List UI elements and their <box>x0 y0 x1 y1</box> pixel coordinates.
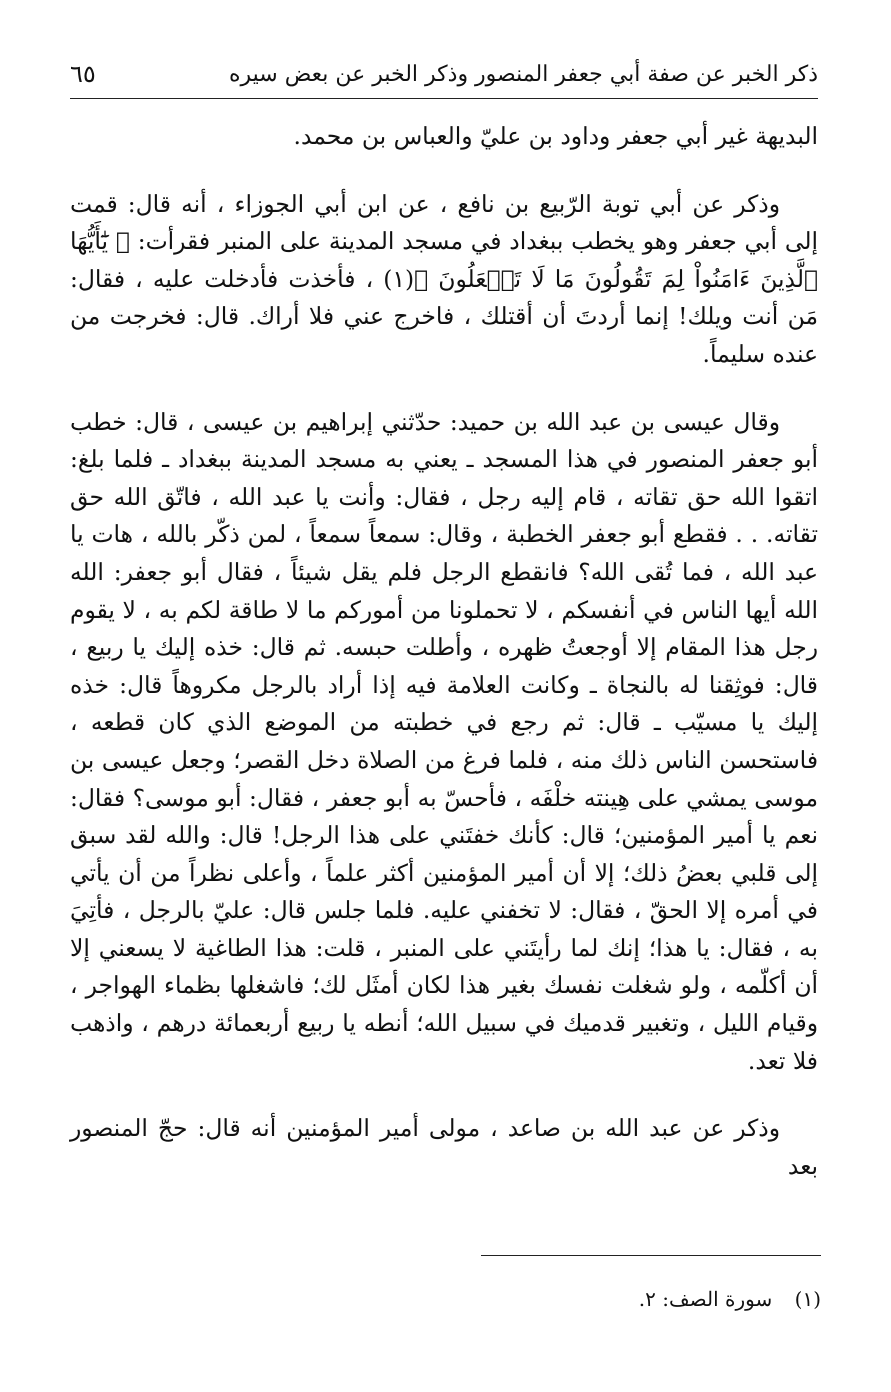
paragraph: وذكر عن أبي توبة الرّبيع بن نافع ، عن ابن أبي الجوزاء ، أنه قال: قمت إلى أبي جعفر وهو يخطب ببغداد في مسجد المدينة على المنبر فقرأت: ﴿ يَٰٓأَيُّهَا ٱلَّذِينَ ءَامَنُواْ لِمَ تَقُولُونَ مَا لَا تَفۡعَلُونَ ﴾(١) ، فأخذت فأدخلت عليه ، فقال: مَن أنت ويلك! إنما أردتَ أن أقتلك ، فاخرج عني فلا أراك. قال: فخرجت من عنده سليماً. <box>70 189 818 368</box>
body-text <box>70 118 818 1185</box>
paragraph-continuation: البديهة غير أبي جعفر وداود بن عليّ والعباس بن محمد. <box>293 122 818 150</box>
paragraph: وقال عيسى بن عبد الله بن حميد: حدّثني إبراهيم بن عيسى ، قال: خطب أبو جعفر المنصور في هذا المسجد ـ يعني به مسجد المدينة ببغداد ـ فلما بلغ: اتقوا الله حق تقاته ، قام إليه رجل ، فقال: وأنت يا عبد الله ، فاتّق الله حق تقاته. . . فقطع أبو جعفر الخطبة ، وقال: سمعاً سمعاً ، لمن ذكّر بالله ، هات يا عبد الله ، فما تُقى الله؟ فانقطع الرجل فلم يقل شيئاً ، فقال أبو جعفر: الله الله أيها الناس في أنفسكم ، لا تحملونا من أموركم ما لا طاقة لكم به ، لا يقوم رجل هذا المقام إلا أوجعتُ ظهره ، وأطلت حبسه. ثم قال: خذه إليك يا ربيع ، قال: فوثِقنا له بالنجاة ـ وكانت العلامة فيه إذا أراد بالرجل مكروهاً قال: خذه إليك يا مسيّب ـ قال: ثم رجع في خطبته من الموضع الذي كان قطعه ، فاستحسن الناس ذلك منه ، فلما فرغ من الصلاة دخل القصر؛ وجعل عيسى بن موسى يمشي على هِينته خلْفَه ، فأحسّ به أبو جعفر ، فقال: أبو موسى؟ فقال: نعم يا أمير المؤمنين؛ قال: كأنك خفتَني على هذا الرجل! قال: والله لقد سبق إلى قلبي بعضُ ذلك؛ إلا أن أمير المؤمنين أكثر علماً ، وأعلى نظراً من أن يأتي في أمره إلا الحقّ ، فقال: لا تخفني عليه. فلما جلس قال: عليّ بالرجل ، فأتِيَ به ، فقال: يا هذا؛ إنك لما رأيتَني على المنبر ، قلت: هذا الطاغية لا يسعني إلا أن أكلّمه ، ولو شغلت نفسك بغير هذا لكان أمثَل لك؛ فاشغلها بظماء الهواجر ، وقيام الليل ، وتغبير قدميك في سبيل الله؛ أنطه يا ربيع أربعمائة درهم ، واذهب فلا تعد. <box>70 407 818 1075</box>
footnote-text: سورة الصف: ٢. <box>638 1287 773 1311</box>
footnote <box>73 1284 821 1314</box>
running-title: ذكر الخبر عن صفة أبي جعفر المنصور وذكر الخبر عن بعض سيره <box>228 62 818 87</box>
footnote-divider <box>481 1255 821 1256</box>
footnote-marker: (١) <box>794 1287 821 1311</box>
paragraph: وذكر عن عبد الله بن صاعد ، مولى أمير المؤمنين أنه قال: حجّ المنصور بعد <box>70 1114 818 1180</box>
running-header <box>70 58 818 99</box>
page-number: ٦٥ <box>70 60 96 88</box>
